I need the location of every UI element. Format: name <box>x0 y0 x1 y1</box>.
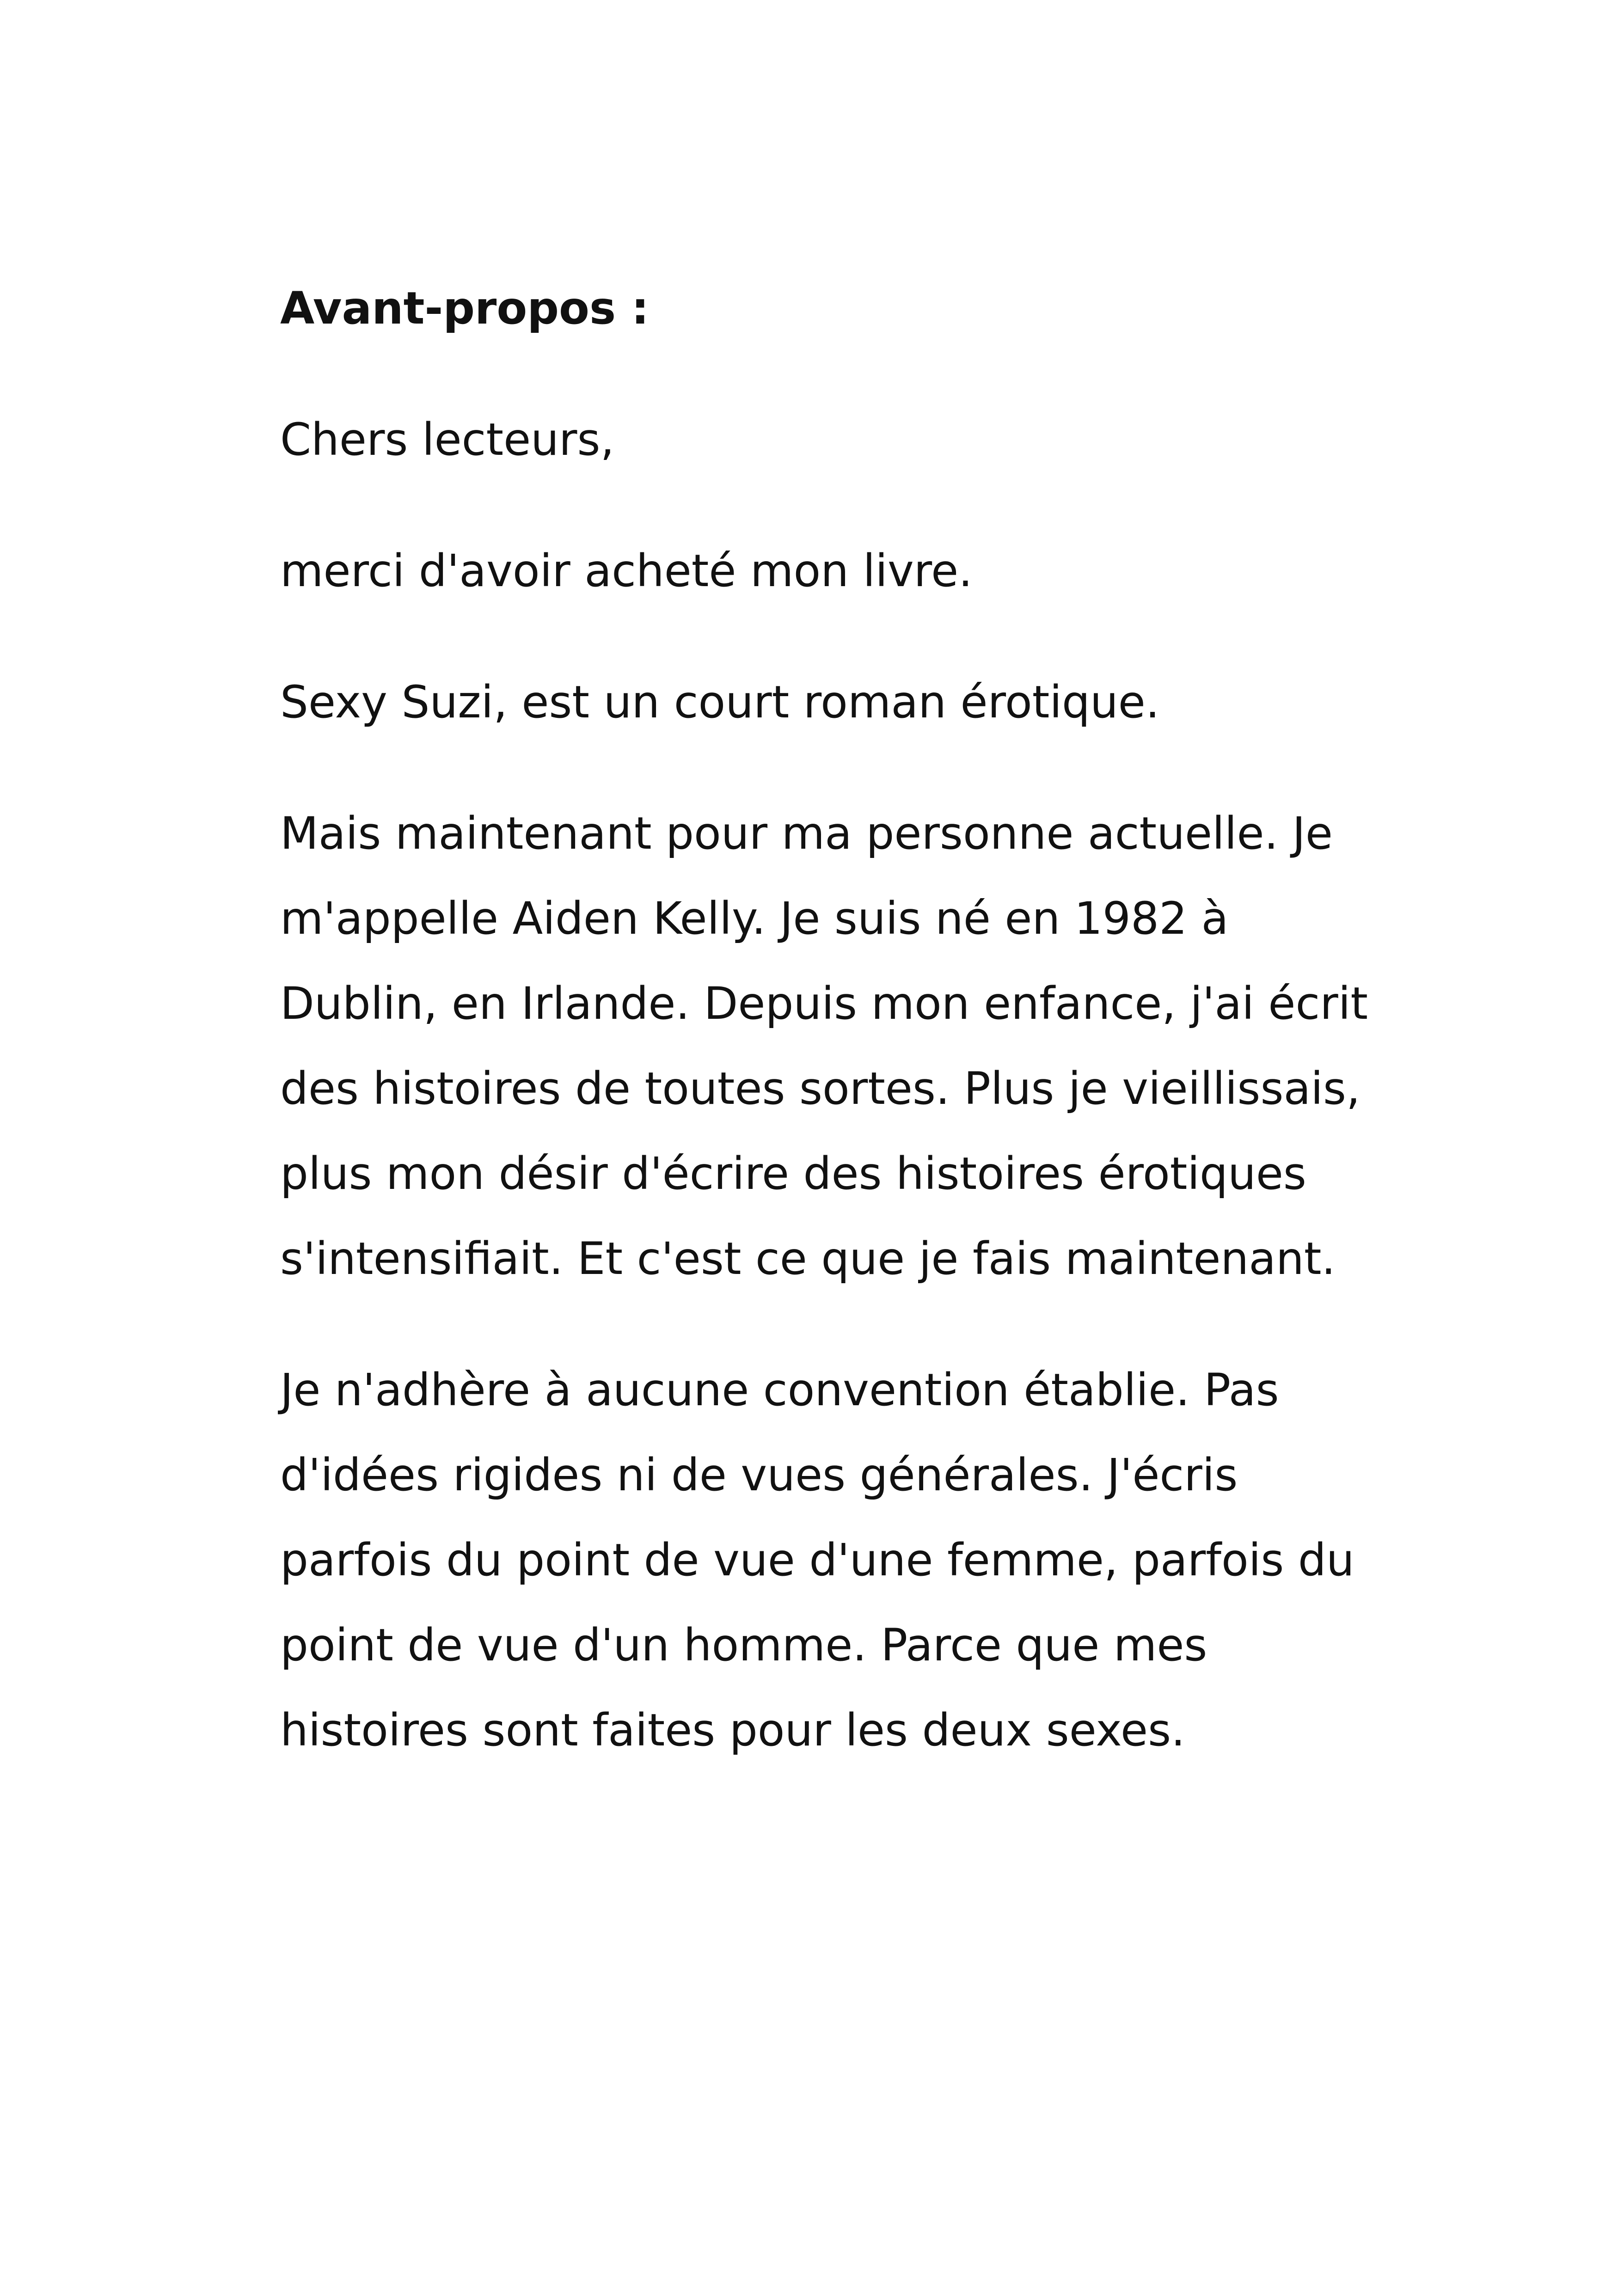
paragraph-book-intro: Sexy Suzi, est un court roman érotique. <box>280 676 1160 728</box>
page-content <box>280 266 1380 1773</box>
paragraph-author-style: Je n'adhère à aucune convention établie. Pas d'idées rigides ni de vues générales. J'écris parfois du point de vue d'une femme, parfois du point de vue d'un homme. Parce que mes histoires sont faites pour les deux sexes. <box>280 1364 1354 1756</box>
paragraph-thanks: merci d'avoir acheté mon livre. <box>280 545 973 597</box>
paragraph-greeting: Chers lecteurs, <box>280 414 614 465</box>
page-heading: Avant-propos : <box>280 282 649 334</box>
paragraph-author-bio: Mais maintenant pour ma personne actuelle. Je m'appelle Aiden Kelly. Je suis né en 1982 à Dublin, en Irlande. Depuis mon enfance, j'ai écrit des histoires de toutes sortes. Plus je vieillissais, plus mon désir d'écrire des histoires érotiques s'intensifiait. Et c'est ce que je fais maintenant. <box>280 808 1368 1285</box>
